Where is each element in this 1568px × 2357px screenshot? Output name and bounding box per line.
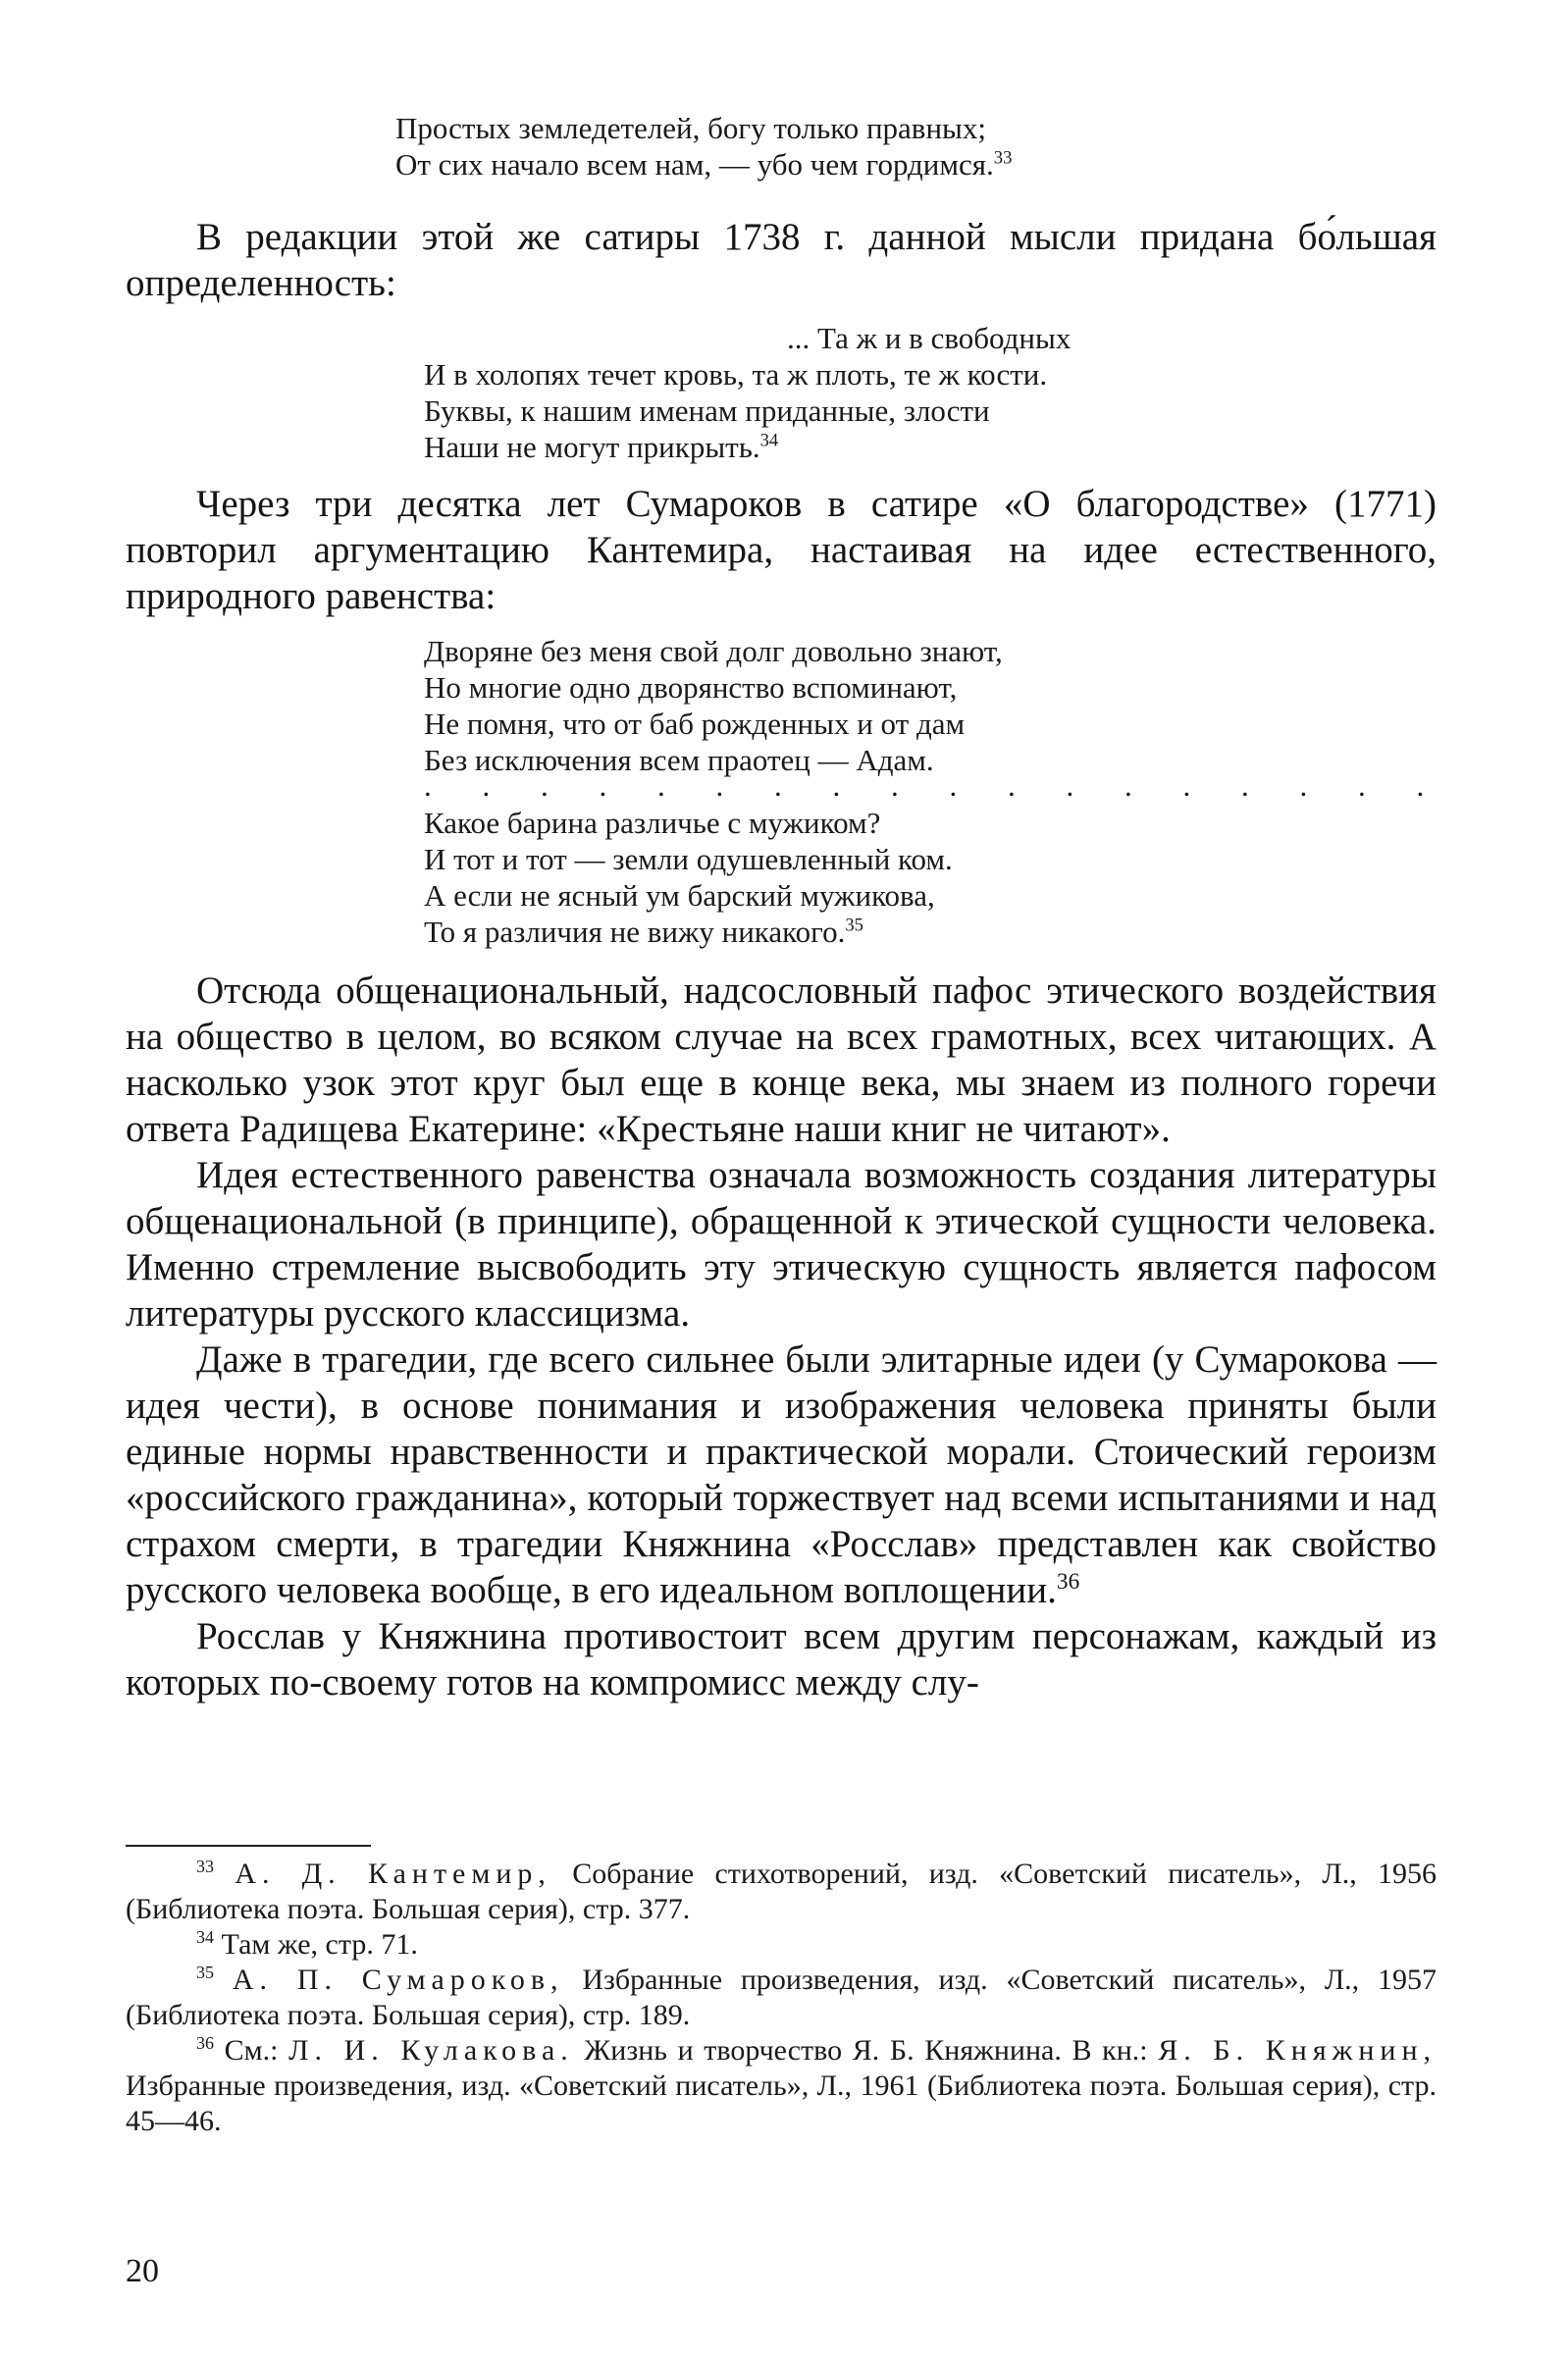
- footnote-33: $^{33}$ А. Д. Кантемир, Собрание стихотворений, изд. «Советский писатель», Л., 1956 (Библиотека поэта. Большая серия), стр. 377.: [126, 1857, 1437, 1925]
- body-paragraph-2: Через три десятка лет Сумароков в сатире «О благородстве» (1771) повторил аргументацию Кантемира, настаивая на идее естественного, природного равенства:: [126, 483, 1437, 617]
- page-number: 20: [126, 2253, 159, 2289]
- verse-quote-2: [424, 320, 1071, 465]
- body-text-block: [126, 968, 1437, 1705]
- footnote-ref: 35: [845, 915, 863, 936]
- verse-line: Но многие одно дворянство вспоминают,: [424, 670, 958, 705]
- verse-line: То я различия не вижу никакого.$^{35}$: [424, 915, 863, 949]
- footnote-author: Л. И. Кулакова.: [288, 2034, 574, 2067]
- verse-line: И тот и тот — земли одушевленный ком.: [424, 842, 953, 876]
- verse-line: От сих начало всем нам, — убо чем гордимся.$^{33}$: [395, 147, 1013, 182]
- verse-line: Простых земледетелей, богу только правных;: [395, 111, 986, 145]
- body-paragraph-1: В редакции этой же сатиры 1738 г. данной мысли придана бо́льшая определенность:: [126, 216, 1437, 304]
- verse-line: Без исключения всем праотец — Адам.: [424, 743, 934, 777]
- verse-line: Наши не могут прикрыть.$^{34}$: [424, 430, 779, 464]
- footnote-author: Я. Б. Княжнин,: [1158, 2034, 1437, 2067]
- footnote-36: $^{36}$ См.: Л. И. Кулакова. Жизнь и творчество Я. Б. Княжнина. В кн.: Я. Б. Княжнин, Избранные произведения, изд. «Советский писатель», Л., 1961 (Библиотека поэта. Большая серия), стр. 45—46.: [126, 2033, 1437, 2137]
- verse-line: Буквы, к нашим именам приданные, злости: [424, 393, 990, 428]
- footnote-divider: [126, 1845, 371, 1847]
- footnote-35: $^{35}$ А. П. Сумароков, Избранные произведения, изд. «Советский писатель», Л., 1957 (Библиотека поэта. Большая серия), стр. 189.: [126, 1963, 1437, 2031]
- footnote-author: А. Д. Кантемир,: [235, 1858, 551, 1890]
- footnote-ref: 36: [1056, 1569, 1080, 1595]
- footnote-ref: 34: [759, 430, 779, 451]
- omission-dots: . . . . . . . . . . . . . . . . . .: [424, 768, 1446, 803]
- body-paragraph-6: Росслав у Княжнина противостоит всем другим персонажам, каждый из которых по-своему готов на компромисс между слу-: [126, 1615, 1437, 1703]
- verse-line: И в холопях течет кровь, та ж плоть, те ж кости.: [424, 357, 1048, 392]
- body-paragraph-5: Даже в трагедии, где всего сильнее были элитарные идеи (у Сумарокова — идея чести), в основе понимания и изображения человека приняты были единые нормы нравственности и практической морали. Стоический героизм «российского гражданина», который торжествует над всеми испытаниями и над страхом смерти, в трагедии Княжнина «Росслав» представлен как свойство русского человека вообще, в его идеальном воплощении.$^{36}$: [126, 1338, 1437, 1611]
- footnote-34: $^{34}$ Там же, стр. 71.: [196, 1927, 418, 1961]
- verse-quote-3: [424, 633, 1003, 778]
- body-paragraph-3: Отсюда общенациональный, надсословный пафос этического воздействия на общество в целом, во всяком случае на всех грамотных, всех читающих. А насколько узок этот круг был еще в конце века, мы знаем из полного горечи ответа Радищева Екатерине: «Крестьяне наши книг не читают».: [126, 969, 1437, 1150]
- verse-line: Какое барина различье с мужиком?: [424, 806, 881, 840]
- footnotes: [126, 1857, 1437, 2139]
- verse-quote-3-cont: [424, 805, 953, 950]
- verse-line: Не помня, что от баб рожденных и от дам: [424, 707, 966, 741]
- verse-quote-1: [395, 110, 1012, 183]
- verse-line: ... Та ж и в свободных: [787, 321, 1071, 355]
- verse-line: А если не ясный ум барский мужикова,: [424, 878, 935, 913]
- verse-line: Дворяне без меня свой долг довольно знают,: [424, 634, 1003, 668]
- body-paragraph-4: Идея естественного равенства означала возможность создания литературы общенациональной (в принципе), обращенной к этической сущности человека. Именно стремление высвободить эту этическую сущность является пафосом литературы русского классицизма.: [126, 1154, 1437, 1335]
- footnote-author: А. П. Сумароков,: [232, 1964, 564, 1996]
- footnote-ref: 33: [993, 147, 1013, 169]
